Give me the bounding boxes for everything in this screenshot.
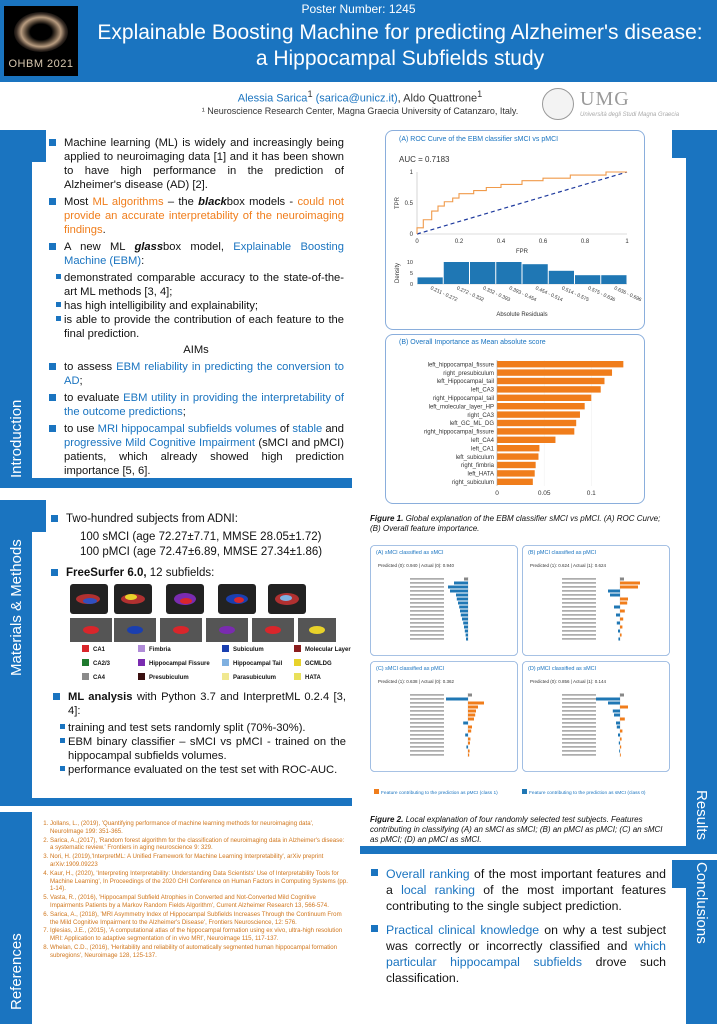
legend-item: HATA: [294, 673, 321, 681]
local-bar: [460, 610, 468, 613]
legend-item: CA4: [82, 673, 105, 681]
imp-category-label: left_CA4: [470, 438, 494, 444]
importance-title: (B) Overall Importance as Mean absolute score: [399, 339, 546, 346]
roc-title: (A) ROC Curve of the EBM classifier sMCI vs pMCI: [399, 136, 559, 143]
local-feature-label: [562, 718, 596, 719]
local-feature-label: [562, 714, 596, 715]
imp-category-label: right_Hippocampal_tail: [432, 396, 494, 402]
imp-category-label: left_subiculum: [455, 454, 494, 461]
roc-x-tick: 0.4: [496, 239, 506, 245]
section-conclusions: Conclusions: [693, 862, 710, 944]
local-feature-label: [562, 694, 596, 695]
local-bar: [620, 634, 622, 637]
local-feature-label: [410, 714, 444, 715]
intro-bullet-2: Most ML algorithms – the blackbox models - could not provide an accurate interpretability of the neuroimaging findings.: [48, 195, 344, 237]
local-bar: [608, 590, 620, 593]
imp-category-label: left_HATA: [467, 471, 494, 478]
local-feature-label: [410, 638, 444, 639]
local-bar: [619, 742, 620, 745]
local-feature-label: [410, 746, 444, 747]
local-explanation-figure: [370, 545, 670, 813]
legend-item: Parasubiculum: [222, 673, 276, 681]
hist-x-tick: 0.211 - 0.272: [429, 285, 459, 304]
local-bar: [466, 634, 468, 637]
local-bar: [465, 630, 468, 633]
local-feature-label: [562, 754, 596, 755]
hist-bar: [575, 275, 600, 284]
local-feature-label: [410, 734, 444, 735]
local-bar: [446, 698, 468, 701]
local-feature-label: [410, 698, 444, 699]
local-feature-label: [410, 722, 444, 723]
local-feature-label: [562, 750, 596, 751]
local-panel: [371, 546, 518, 656]
intro-sub-2: has high intelligibility and explainability;: [56, 299, 344, 313]
local-feature-label: [562, 726, 596, 727]
local-bar: [468, 694, 472, 697]
local-bar: [454, 582, 468, 585]
hist-x-tick: 0.272 - 0.332: [455, 285, 485, 304]
legend-item: Subiculum: [222, 645, 264, 653]
local-feature-label: [562, 706, 596, 707]
imp-bar: [497, 453, 538, 459]
figure-2-caption: Figure 2. Local explanation of four randomly selected test subjects. Features contributing in classifying (A) an sMCI as sMCI; (B) an pMCI as pMCI; (C) an sMCI as pMCI; (D) an pMCI as sMCI.: [370, 815, 663, 844]
roc-ylabel: TPR: [395, 197, 401, 209]
umg-logo-subtitle: Università degli Studi Magna Graecia: [580, 112, 680, 118]
author-email[interactable]: (sarica@unicz.it): [312, 92, 398, 105]
local-bar: [620, 738, 622, 741]
roc-y-tick: 1: [409, 170, 413, 176]
local-bar: [463, 622, 468, 625]
title-line-2: a Hippocampal Subfields study: [255, 47, 545, 70]
local-bar: [614, 714, 620, 717]
imp-category-label: left_CA3: [470, 387, 494, 394]
methods-sub-2: EBM binary classifier – sMCI vs pMCI - trained on the hippocampal subfields volumes.: [60, 735, 346, 763]
local-panel-title: (A) sMCI classified as sMCI: [376, 550, 444, 556]
hist-ylabel: Density: [395, 262, 401, 284]
local-feature-label: [562, 638, 596, 639]
local-feature-label: [410, 710, 444, 711]
roc-x-tick: 1: [625, 239, 629, 245]
local-feature-label: [410, 702, 444, 703]
local-feature-label: [410, 718, 444, 719]
hist-bar: [549, 271, 574, 284]
intro-bullet-3: A new ML glassbox model, Explainable Boosting Machine (EBM):: [48, 240, 344, 268]
hist-bar: [418, 277, 443, 284]
segmentation-overlay: [70, 584, 342, 642]
references-list: [38, 820, 348, 961]
local-panel-title: (D) pMCI classified as sMCI: [528, 666, 597, 672]
methods-sub-1: training and test sets randomly split (70%-30%).: [60, 721, 346, 735]
hist-x-tick: 0.454 - 0.514: [534, 285, 564, 304]
local-feature-label: [410, 598, 444, 599]
imp-category-label: right_subiculum: [451, 480, 494, 486]
local-panel-title: (C) sMCI classified as pMCI: [376, 666, 445, 672]
imp-category-label: left_GC_ML_DG: [449, 421, 494, 428]
local-feature-label: [562, 590, 596, 591]
methods-bullet-3: ML analysis with Python 3.7 and InterpretML 0.2.4 [3, 4]:: [52, 690, 346, 718]
roc-y-tick: 0.5: [404, 201, 413, 207]
local-feature-label: [410, 738, 444, 739]
roc-auc-annotation: AUC = 0.7183: [399, 155, 450, 164]
legend-item: Fimbria: [138, 645, 171, 653]
local-feature-label: [410, 614, 444, 615]
local-feature-label: [562, 702, 596, 703]
local-bar: [616, 614, 620, 617]
local-feature-label: [562, 614, 596, 615]
local-bar: [614, 606, 620, 609]
reference-item: 4. Kaur, H., (2020), 'Interpreting Interpretability: Understanding Data Scientists' Use of Interpretability Tools for Machine Learning', In Proceedings of the 2020 CHI Conference on Human Factors in Computing Systems (pp. 1-14).: [50, 870, 348, 893]
imp-bar: [497, 445, 539, 451]
reference-item: 5. Vasta, R., (2016), 'Hippocampal Subfield Atrophies in Converted and Not-Converted Mild Cognitive Impairments Patients by a Markov Random Fields Algorithm', Current Alzheimer Research 13, 566-574.: [50, 894, 348, 910]
local-feature-label: [410, 742, 444, 743]
aim-2: to evaluate EBM utility in providing the interpretability of the outcome predictions;: [48, 391, 344, 419]
legend-item: GCMLDG: [294, 659, 332, 667]
imp-bar: [497, 479, 533, 485]
local-feature-label: [410, 750, 444, 751]
local-feature-label: [410, 626, 444, 627]
imp-bar: [497, 420, 576, 426]
imp-category-label: right_hippocampal_fissure: [423, 429, 494, 436]
imp-category-label: right_fimbria: [460, 463, 494, 470]
local-feature-label: [410, 754, 444, 755]
local-bar: [617, 726, 620, 729]
roc-x-tick: 0.6: [538, 239, 548, 245]
affiliation: ¹ Neuroscience Research Center, Magna Graecia University of Catanzaro, Italy.: [201, 106, 519, 116]
local-bar: [618, 638, 620, 641]
local-bar: [616, 722, 620, 725]
local-bar: [468, 754, 469, 757]
local-bar: [620, 586, 638, 589]
hist-bar: [523, 264, 548, 284]
local-bar: [461, 614, 468, 617]
local-feature-label: [410, 594, 444, 595]
local-bar: [610, 594, 620, 597]
local-feature-label: [410, 694, 444, 695]
intro-bullet-1-text: Machine learning (ML) is widely and increasingly being applied to neuroimaging data [1] and it has been shown to have high performance in the prediction of Alzheimer's disease (AD) [2].: [64, 137, 344, 191]
local-bar: [620, 754, 621, 757]
local-feature-label: [410, 630, 444, 631]
local-bar: [620, 746, 621, 749]
local-bar: [468, 714, 475, 717]
lead-author-sup: 1: [307, 89, 313, 99]
local-bar: [450, 590, 468, 593]
conclusions-bar-tab: [672, 860, 686, 888]
imp-bar: [497, 437, 555, 443]
reference-item: 2. Sarica, A.,(2017), 'Random forest algorithm for the classification of neuroimaging data in Alzheimer's disease: a systematic review.' Frontiers in aging neuroscience 9: 329.: [50, 837, 348, 853]
local-bar: [620, 582, 640, 585]
methods-pmci-line: 100 pMCI (age 72.47±6.89, MMSE 27.34±1.86): [80, 546, 323, 558]
local-bar: [465, 734, 468, 737]
conclusion-1: Overall ranking of the most important features and a local ranking of the most important features contributing to the single subject prediction.: [370, 866, 666, 914]
local-bar: [466, 746, 468, 749]
local-bar: [468, 742, 470, 745]
local-bar: [468, 706, 478, 709]
local-bar: [617, 622, 620, 625]
legend-item: Molecular Layer: [294, 645, 351, 653]
local-bar: [468, 718, 474, 721]
brain-ring-icon: [14, 12, 68, 52]
local-feature-label: [562, 722, 596, 723]
university-seal-icon: [542, 88, 574, 120]
local-panel-prediction: Predicted (1): 0.638 | Actual (0): 0.362: [378, 679, 454, 684]
local-feature-label: [562, 626, 596, 627]
hist-y-tick: 5: [409, 271, 413, 277]
intro-bullet-1: [48, 136, 344, 192]
imp-category-label: left_molecular_layer_HP: [428, 404, 494, 411]
roc-xlabel: FPR: [516, 249, 528, 255]
imp-x-tick: 0.1: [586, 490, 596, 497]
local-panel: [523, 662, 670, 772]
local-bar: [468, 702, 484, 705]
reference-item: 8. Whelan, C.D., (2016), 'Heritability and reliability of automatically segmented human hippocampal formation subregions', Neuroimage 128, 125-137.: [50, 944, 348, 960]
methods-sub-3: performance evaluated on the test set with ROC-AUC.: [60, 763, 346, 777]
local-legend-swatch-smci: [522, 789, 527, 794]
methods-bullets-1: [50, 512, 346, 584]
imp-bar: [497, 369, 612, 375]
local-feature-label: [562, 734, 596, 735]
section-references: References: [8, 933, 25, 1010]
imp-bar: [497, 428, 574, 434]
reference-item: 6. Sarica, A., (2018), 'MRI Asymmetry Index of Hippocampal Subfields Increases Through the Continuum From the Mild Cognitive Impairment to the Alzheimer's Disease', Frontiers Neuroscience, 12: 576.: [50, 911, 348, 927]
hist-x-tick: 0.514 - 0.575: [560, 285, 590, 304]
methods-smci-line: 100 sMCI (age 72.27±7.71, MMSE 28.05±1.72): [80, 531, 322, 543]
local-bar: [448, 586, 468, 589]
section-introduction: Introduction: [8, 399, 25, 478]
roc-x-tick: 0: [415, 239, 419, 245]
local-feature-label: [562, 634, 596, 635]
local-bar: [620, 694, 624, 697]
hist-x-tick: 0.636 - 0.696: [613, 285, 643, 304]
local-feature-label: [562, 730, 596, 731]
results-bar: [686, 130, 717, 846]
local-panel-prediction: Predicted (1): 0.624 | Actual (1): 0.624: [530, 563, 606, 568]
local-panel-title: (B) pMCI classified as pMCI: [528, 550, 597, 556]
local-bar: [468, 710, 476, 713]
local-feature-label: [562, 578, 596, 579]
aim-1: to assess EBM reliability in predicting the conversion to AD;: [48, 360, 344, 388]
poster-header: [0, 0, 717, 82]
imp-x-tick: 0: [495, 490, 499, 497]
local-feature-label: [410, 586, 444, 587]
hist-x-tick: 0.575 - 0.636: [586, 285, 617, 304]
intro-sub-3: is able to provide the contribution of each feature to the final prediction.: [56, 313, 344, 341]
reference-item: 7. Iglesias, J.E., (2015), 'A computational atlas of the hippocampal formation using ex vivo, ultra-high resolution MRI: Application to adaptive segmentation of in vivo MRI', Neuroimage 115, 117-137.: [50, 927, 348, 943]
local-bar: [459, 606, 468, 609]
local-bar: [466, 638, 468, 641]
local-panel: [523, 546, 670, 656]
imp-category-label: right_presubiculum: [443, 370, 494, 377]
roc-curve-line: [417, 172, 627, 234]
local-bar: [458, 602, 468, 605]
roc-x-tick: 0.2: [454, 239, 464, 245]
reference-item: 3. Nori, H. (2019),'InterpretML: A Unified Framework for Machine Learning Interpretability', arXiv preprint arXiv:1909.09223: [50, 853, 348, 869]
local-feature-label: [410, 610, 444, 611]
local-panel-prediction: Predicted (0): 0.940 | Actual (0): 0.940: [378, 563, 454, 568]
local-feature-label: [562, 582, 596, 583]
local-feature-label: [562, 586, 596, 587]
imp-bar: [497, 403, 585, 409]
local-feature-label: [410, 634, 444, 635]
local-bar: [620, 610, 625, 613]
imp-x-tick: 0.05: [537, 490, 551, 497]
aim-3: to use MRI hippocampal subfields volumes of stable and progressive Mild Cognitive Impairment (sMCI and pMCI) patients, which already showed high prediction importance [5, 6].: [48, 422, 344, 478]
imp-bar: [497, 386, 601, 392]
imp-category-label: right_CA3: [467, 412, 494, 419]
umg-logo: [542, 88, 692, 122]
local-bar: [608, 702, 620, 705]
local-legend-swatch-pmci: [374, 789, 379, 794]
local-bar: [620, 618, 623, 621]
legend-item: CA1: [82, 645, 105, 653]
umg-logo-text: UMG: [580, 88, 630, 110]
methods-bar-tab: [32, 500, 46, 532]
local-bar: [620, 578, 624, 581]
local-bar: [620, 602, 627, 605]
imp-bar: [497, 395, 591, 401]
local-feature-label: [410, 726, 444, 727]
local-bar: [620, 718, 625, 721]
local-bar: [620, 598, 628, 601]
methods-bullets-2: [52, 690, 346, 777]
local-bar: [468, 730, 471, 733]
hist-xlabel: Absolute Residuals: [496, 312, 548, 318]
intro-bullets: [48, 136, 344, 481]
local-panel: [371, 662, 518, 772]
hist-bar: [496, 262, 521, 284]
local-feature-label: [410, 582, 444, 583]
local-feature-label: [562, 594, 596, 595]
coauthor: , Aldo Quattrone: [397, 92, 478, 105]
imp-bar: [497, 462, 536, 468]
methods-bullet-1: Two-hundred subjects from ADNI:: [50, 512, 346, 527]
roc-x-tick: 0.8: [580, 239, 590, 245]
local-legend-smci: Feature contributing to the prediction as sMCI (class 0): [529, 791, 646, 796]
imp-bar: [497, 470, 535, 476]
local-feature-label: [562, 618, 596, 619]
local-bar: [619, 750, 620, 753]
roc-y-tick: 0: [409, 232, 413, 238]
imp-category-label: left_hippocampal_fissure: [427, 362, 494, 369]
local-feature-label: [562, 742, 596, 743]
conclusions-bullets: [370, 866, 666, 989]
local-feature-label: [562, 710, 596, 711]
figure-1-caption: Figure 1. Global explanation of the EBM classifier sMCI vs pMCI. (A) ROC Curve; (B) Overall feature importance.: [370, 514, 661, 533]
local-feature-label: [562, 746, 596, 747]
legend-item: Hippocampal Fissure: [138, 659, 210, 667]
local-bar: [457, 598, 468, 601]
ohbm-logo: [4, 6, 78, 76]
poster-number: Poster Number: 1245: [301, 2, 416, 16]
local-bar: [620, 730, 622, 733]
coauthor-sup: 1: [477, 89, 483, 99]
local-bar: [464, 578, 468, 581]
hist-y-tick: 10: [406, 260, 413, 266]
legend-item: Presubiculum: [138, 673, 189, 681]
lead-author: Alessia Sarica: [237, 92, 308, 105]
hist-bar: [601, 275, 626, 284]
local-bar: [468, 738, 470, 741]
section-results: Results: [693, 790, 710, 841]
intro-sub-1: demonstrated comparable accuracy to the state-of-the-art ML methods [3, 4];: [56, 271, 344, 299]
local-bar: [596, 698, 620, 701]
imp-category-label: left_CA1: [470, 446, 494, 453]
conclusion-2: Practical clinical knowledge on why a test subject was correctly or incorrectly classified and which particular hippocampal subfields drove such classification.: [370, 922, 666, 986]
legend-item: Hippocampal Tail: [222, 659, 282, 667]
hist-bar: [470, 262, 495, 284]
local-feature-label: [410, 606, 444, 607]
local-bar: [464, 626, 468, 629]
local-feature-label: [562, 630, 596, 631]
local-feature-label: [410, 618, 444, 619]
local-feature-label: [410, 622, 444, 623]
local-feature-label: [410, 706, 444, 707]
local-bar: [468, 750, 470, 753]
hist-y-tick: 0: [409, 282, 413, 288]
local-bar: [463, 722, 468, 725]
section-methods: Materials & Methods: [8, 539, 25, 676]
roc-chart: [385, 130, 645, 330]
local-feature-label: [562, 698, 596, 699]
imp-bar: [497, 361, 623, 367]
methods-bar-bottom: [32, 798, 352, 806]
local-feature-label: [562, 622, 596, 623]
introduction-bar-tab: [32, 130, 46, 162]
local-panel-prediction: Predicted (0): 0.856 | Actual (1): 0.144: [530, 679, 606, 684]
local-bar: [468, 726, 472, 729]
title-line-1: Explainable Boosting Machine for predicting Alzheimer's disease:: [97, 21, 703, 44]
methods-bullet-2: FreeSurfer 6.0, 12 subfields:: [50, 566, 346, 581]
local-bar: [462, 618, 468, 621]
local-feature-label: [410, 602, 444, 603]
imp-category-label: left_Hippocampal_tail: [436, 379, 494, 386]
aims-heading: AIMs: [183, 344, 209, 356]
poster-title: [90, 20, 710, 72]
local-legend-pmci: Feature contributing to the prediction as pMCI (class 1): [381, 791, 498, 796]
hist-bar: [444, 262, 469, 284]
local-feature-label: [562, 738, 596, 739]
imp-bar: [497, 378, 604, 384]
results-bar-tab: [672, 130, 686, 158]
hist-x-tick: 0.332 - 0.393: [481, 285, 512, 304]
importance-chart: [385, 334, 645, 504]
imp-bar: [497, 411, 580, 417]
local-bar: [618, 734, 620, 737]
local-feature-label: [410, 590, 444, 591]
local-feature-label: [562, 602, 596, 603]
local-bar: [456, 594, 468, 597]
hist-x-tick: 0.393 - 0.454: [508, 285, 538, 304]
local-feature-label: [562, 606, 596, 607]
ohbm-logo-text: OHBM 2021: [8, 58, 74, 70]
reference-item: 1. Jollans, L., (2019), 'Quantifying performance of machine learning methods for neuroimaging data', NeuroImage 199: 351-365.: [50, 820, 348, 836]
local-bar: [620, 626, 622, 629]
local-bar: [618, 630, 620, 633]
legend-item: CA2/3: [82, 659, 110, 667]
local-feature-label: [562, 610, 596, 611]
local-feature-label: [410, 730, 444, 731]
local-bar: [613, 710, 620, 713]
local-feature-label: [410, 578, 444, 579]
local-bar: [620, 706, 628, 709]
local-feature-label: [562, 598, 596, 599]
results-bar-bottom: [360, 846, 717, 854]
